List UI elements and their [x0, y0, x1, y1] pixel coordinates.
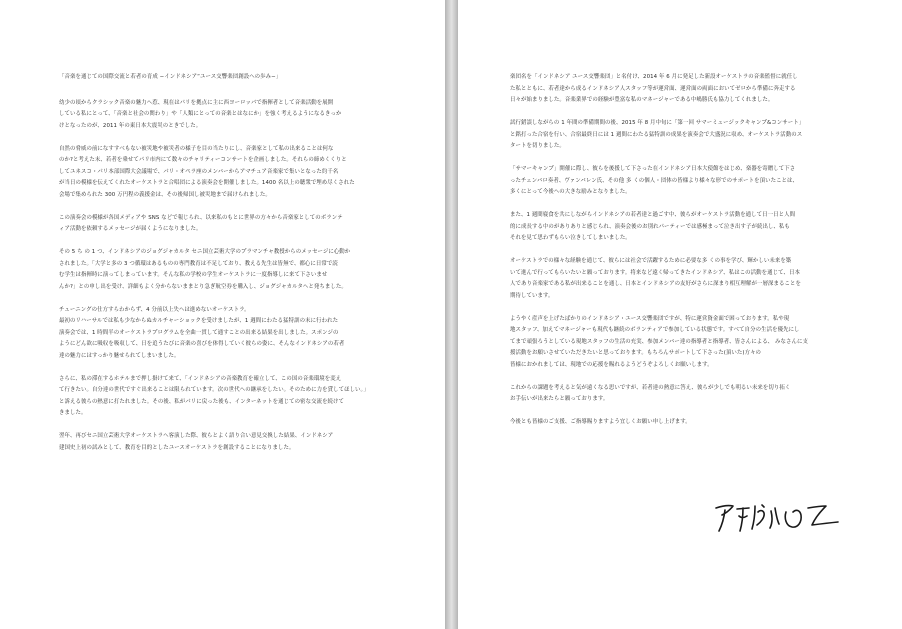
closing-paragraph: 今後とも皆様のご支援、ご指導賜りますよう宜しくお願い申し上げます。 — [510, 419, 691, 425]
paragraph: 翌年、再びセニ国立芸術大学オーケストラへ客演した際、彼らとよく語り合い意見交換した結果、インドネシア 建国史上初の試みとして、教育を目的としたユースオーケストラを創設することになりました。 — [59, 433, 334, 451]
paragraph: 幼少の頃からクラシック音楽の魅力へ惹、現在はパリを拠点に主に西ヨーロッパで指揮者として音楽活動を展開 している私にとって、「音楽と社会の関わり」や「人類にとっての音楽とはなにか」を強く考えるようになるきっか けとなったのが、2011 年の東日本大震災のときでした。 — [59, 99, 342, 129]
paragraph: また、1 週間寝食を共にしながらインドネシアの若者達と過ごす中、彼らがオーケストラ活動を通して日一日と人間 的に成長する中のがありありと感じられ、演奏会後のお別れパーティーでは感極まって泣き出す子が続出し、私も それを見て思わずもらい泣きしてしまいました。 — [510, 212, 796, 241]
document-page-right — [457, 0, 902, 629]
paragraph: この演奏会の模様が各国メディアや SNS などで報じられ、以来私のもとに世界の方々から音楽家としてのボランテ ィア活動を依頼するメッセージが届くようになりました。 — [59, 214, 343, 232]
handwritten-signature — [708, 494, 848, 538]
page-gutter — [446, 0, 457, 629]
paragraph: これからの課題を考えると気が遠くなる思いですが、若者達の熱意に答え、彼らが少しでも明るい未来を切り拓く お手伝いが出来たらと願っております。 — [510, 384, 791, 402]
paragraph: ようやく産声を上げたばかりのインドネシア・ユース交響楽団ですが、特に運営資金面で困っております。私や現 地スタッフ、加えてマネージャーも現代も継続のボランティアで参加している状態です。すべて自分の生活を優先にし てまで頑張ろうとしている現地スタッフの生活の充実、参加メンバー達の指導者と指導者、皆さんによる、 みなさんに支 援活動をお願いさせていただきたいと思っております。もちろんサポートして下さった(頂いた)方々の 皆様におかれましては、現地での応援を賜れるようどうぞよろしくお願いします。 — [510, 315, 808, 368]
paragraph: 楽団名を「インドネシア ユース交響楽団」と名付け、2014 年 6 月に発足した新設オーケストラの音楽監督に就任し た私とともに、若者達から成るインドネシア人スタッフ等が運営面、運営面の両面においてゼロから準備に奔走する 日々が始まりました。音楽業界での経験が豊富な私のマネージャーである中嶋勝氏も協力してくれました。 — [510, 74, 798, 103]
paragraph: チューニングの仕方すらわからず、4 分前以上失へは進めないオーケストラ。 最初のリハーサルでは私も少なからぬカルチャーショックを受けましたが、1 週間にわたる猛特訓の末に行われた 演奏会では、1 時間半のオーケストラプログラムを全曲一貫して通すことの出来る結果を出しました。スポンジの ようにどん欲に吸収を吸収して、日を追うたびに音楽の喜びを体得していく彼らの姿に、そんなインドネシアの若者 達の魅力にはすっかり魅せられてしまいました。 — [59, 306, 345, 359]
document-title: 「音楽を通じての国際交流と若者の育成 −インドネシア“ユース交響楽団創設への歩み−」 — [59, 74, 282, 80]
document-page-left — [0, 0, 446, 629]
paragraph: オーケストラでの様々な経験を通じて、彼らには社会で活躍するために必要な多 くの事を学び、輝かしい未来を築 いて進んで行ってもらいたいと願っております。将来など遠く帰ってきたインドネシア、私はこの活動を通じて、日本 人であり音楽家である私が出来ることを通し、日本とインドネシアの友好がさらに深まり相互理解が一層深まることを 期待しています。 — [510, 258, 801, 299]
page-left-text — [59, 72, 389, 454]
paragraph: 試行錯誤しながらの 1 年間の準備期間の後、2015 年 8 月中旬に「第一回 サマーミュージックキャンプ&コンサート」 と銘打った合宿を行い、合宿最終日には 1 週間にわたる猛特訓の成果を演奏会で大盛況に収め、オーケストラ活動のス タートを切りました。 — [510, 120, 805, 149]
paragraph: 自然の脅威の前になすすべもない被災地や被災者の様子を目の当たりにし、音楽家として私の出来ることは何な のか?と考えた末、若者を乗せてパリ市内にて数々のチャリティーコンサートを企画しました。それらの締めくくりと してユネスコ・パリ本部国際大会議場で、パリ・オペラ座のメンバーからアマチュア音楽家で集いとなった約千名 が当日の模様を伝えてくれたオーケストラと合唱団による演奏会を開催しました。1400 名以上の聴衆で埋め尽くされた 会場で集められた 300 万円程の義援金は、その後帰国し被災地まで届けられました。 — [59, 145, 355, 198]
paragraph: その 5 ち の 1 つ、インドネシアのジョグジャカルタ セニ国立芸術大学のプラマンチャ教授からのメッセージに心動か されました。「大学と多の 3 つ循環はあるものの専門教育は不足しており、教える先生は皆無で、都心に日常で読 む学生は指揮時に演ってしまっています。そんな私の学校の学生オーケストラに一度指導しに来て下さいませ んか?」との申し出を受け、詳細もよく分からないままとり急ぎ航空券を購入し、ジョグジャカルタへと発ちました。 — [59, 249, 351, 290]
page-right-text — [510, 72, 848, 429]
paragraph: さらに、私の滞在するホテルまで押し掛けて来て、「インドネシアの音楽教育を確立して、この国の音楽環境を変え て行きたい。自分達の世代ですぐ出来ることは限られています。次の世代への継承をしたい。そのために力を貸してほしい。」 と訴える彼らの熱意に打たれました。その後、私がパリに戻った後も、インターネットを通じての密な交流を続けて きました。 — [59, 375, 369, 416]
paragraph: 「サマーキャンプ」開催に際し、彼らを後援して下さった在インドネシア日本大使館をはじめ、楽器を寄贈して下さ ったチェンバロ奏者、ヴァンバレン氏、その他 多 くの個人・団体の皆様より様々な形でのサポートを頂いたことは、 多くにとって今後への大きな励みとなりました。 — [510, 166, 799, 195]
